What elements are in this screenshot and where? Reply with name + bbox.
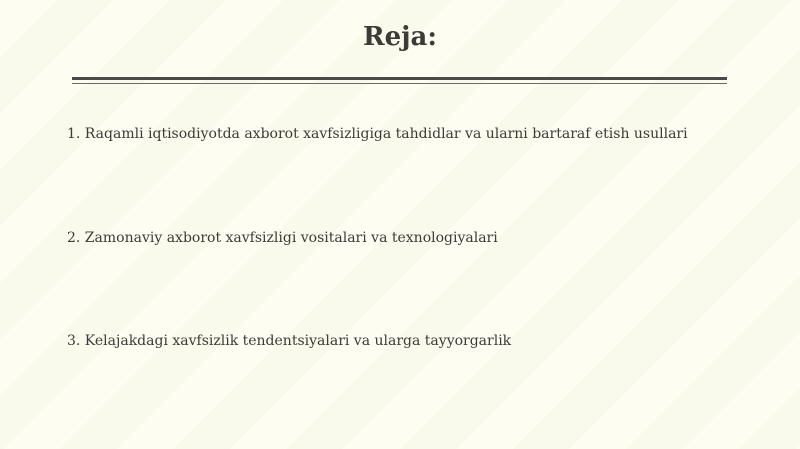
- title-divider-thin: [72, 83, 727, 84]
- plan-item-1: 1. Raqamli iqtisodiyotda axborot xavfsizligiga tahdidlar va ularni bartaraf etish usullari: [67, 126, 688, 142]
- title-divider-thick: [72, 77, 727, 80]
- slide-title: Reja:: [362, 22, 437, 52]
- plan-item-2: 2. Zamonaviy axborot xavfsizligi vositalari va texnologiyalari: [67, 230, 498, 246]
- plan-item-3: 3. Kelajakdagi xavfsizlik tendentsiyalari va ularga tayyorgarlik: [67, 333, 512, 349]
